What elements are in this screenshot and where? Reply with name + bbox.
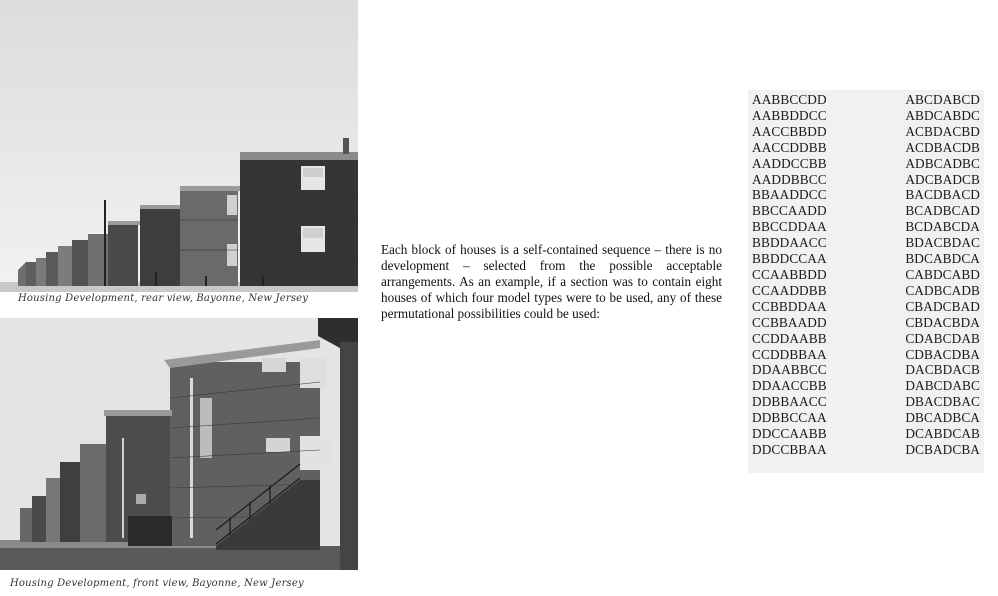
permutation-item: BBDDAACC <box>752 235 827 251</box>
permutation-item: AABBDDCC <box>752 107 827 123</box>
permutation-item: BCADBCAD <box>905 203 980 219</box>
permutation-item: DDBBCCAA <box>752 410 827 426</box>
permutation-item: BBCCDDAA <box>752 219 827 235</box>
permutation-item: CCDDBBAA <box>752 346 827 362</box>
permutation-item: CBDACBDA <box>905 314 980 330</box>
permutation-item: BBCCAADD <box>752 203 827 219</box>
caption-front-view: Housing Development, front view, Bayonne, New Jersey <box>10 578 304 589</box>
permutation-item: CBADCBAD <box>905 298 980 314</box>
permutation-item: DDCCAABB <box>752 426 827 442</box>
permutation-item: BCDABCDA <box>905 219 980 235</box>
permutations-table <box>748 90 984 473</box>
permutation-item: CCBBDDAA <box>752 298 827 314</box>
caption-rear-view: Housing Development, rear view, Bayonne, New Jersey <box>18 293 309 304</box>
permutation-item: DDBBAACC <box>752 394 827 410</box>
permutation-item: DACBDACB <box>905 362 980 378</box>
permutation-item: CCAABBDD <box>752 266 827 282</box>
permutation-item: DBACDBAC <box>905 394 980 410</box>
permutation-item: CCBBAADD <box>752 314 827 330</box>
permutation-item: ABCDABCD <box>905 92 980 107</box>
permutation-item: CADBCADB <box>905 282 980 298</box>
permutation-item: ACBDACBD <box>905 123 980 139</box>
permutation-item: BBAADDCC <box>752 187 827 203</box>
permutation-item: AADDBBCC <box>752 171 827 187</box>
permutation-item: AACCDDBB <box>752 139 827 155</box>
permutation-item: AACCBBDD <box>752 123 827 139</box>
permutation-item: DABCDABC <box>905 378 980 394</box>
permutation-item: CDABCDAB <box>905 330 980 346</box>
photo-front-view <box>0 318 358 570</box>
permutation-item: AADDCCBB <box>752 155 827 171</box>
rear-view-image <box>0 0 358 292</box>
permutation-item: BDACBDAC <box>905 235 980 251</box>
permutation-item: DDAACCBB <box>752 378 827 394</box>
permutation-item: BACDBACD <box>905 187 980 203</box>
permutation-item: CABDCABD <box>905 266 980 282</box>
permutation-item: DDAABBCC <box>752 362 827 378</box>
permutation-item: ADCBADCB <box>905 171 980 187</box>
permutations-column-right <box>905 92 980 473</box>
permutation-item: DCBADCBA <box>905 441 980 457</box>
permutation-item: CDBACDBA <box>905 346 980 362</box>
permutation-item: ACDBACDB <box>905 139 980 155</box>
permutation-item: BDCABDCA <box>905 251 980 267</box>
permutation-item: AABBCCDD <box>752 92 827 107</box>
permutation-item: ADBCADBC <box>905 155 980 171</box>
body-paragraph: Each block of houses is a self-contained sequence – there is no development – selected from the possible acceptable arrangements. As an example, if a section was to contain eight houses of which four model types were to be used, any of these permutational possibilities could be used: <box>381 242 722 322</box>
permutation-item: BBDDCCAA <box>752 251 827 267</box>
permutations-column-left <box>752 92 827 473</box>
permutation-item: CCAADDBB <box>752 282 827 298</box>
permutation-item: DDCCBBAA <box>752 441 827 457</box>
permutation-item: DBCADBCA <box>905 410 980 426</box>
permutation-item: ABDCABDC <box>905 107 980 123</box>
permutation-item: DCABDCAB <box>905 426 980 442</box>
front-view-image <box>0 318 358 570</box>
permutation-item: CCDDAABB <box>752 330 827 346</box>
photo-rear-view <box>0 0 358 292</box>
